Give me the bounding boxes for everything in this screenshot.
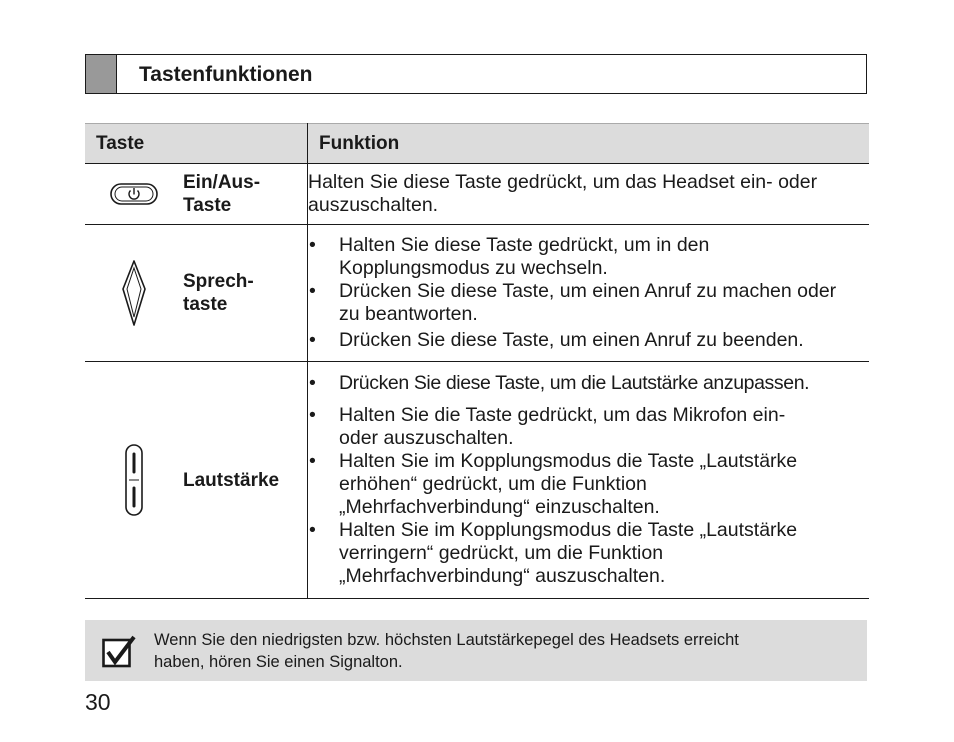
checkmark-icon [102,635,136,674]
header-key: Taste [85,124,308,164]
key-function-table [85,123,869,599]
table-row [85,164,869,225]
list-item: • Drücken Sie diese Taste, um einen Anruf zu beenden. [308,329,869,352]
section-marker [86,55,117,93]
section-header [85,54,867,94]
key-label: Lautstärke [183,469,280,491]
page-number: 30 [85,689,111,715]
key-label: Sprech- taste [183,271,254,315]
power-button-icon [85,183,183,205]
table-row [85,362,869,599]
list-item: • Halten Sie im Kopplungsmodus die Taste „Lautstärke erhöhen“ gedrückt, um die Funktion „Mehrfachverbindung“ einzuschalten. [308,450,799,519]
table-row [85,225,869,362]
list-item: • Halten Sie die Taste gedrückt, um das Mikrofon ein- oder auszuschalten. [308,404,799,450]
list-item: • Halten Sie diese Taste gedrückt, um in den Kopplungsmodus zu wechseln. [308,234,759,280]
function-list [308,372,869,588]
section-title: Tastenfunktionen [139,63,313,86]
list-item: • Drücken Sie diese Taste, um einen Anruf zu machen oder zu beantworten. [308,280,849,326]
note-box [85,620,867,681]
function-text: Halten Sie diese Taste gedrückt, um das Headset ein- oder auszuschalten. [308,171,818,216]
table-header-row [85,124,869,164]
list-item: • Halten Sie im Kopplungsmodus die Taste „Lautstärke verringern“ gedrückt, um die Funktion „Mehrfachverbindung“ auszuschalten. [308,519,819,588]
function-cell [308,362,870,599]
list-item: • Drücken Sie diese Taste, um die Lautstärke anzupassen. [308,372,869,395]
header-function: Funktion [308,124,870,164]
function-list [308,234,869,352]
key-cell [85,225,308,362]
function-cell [308,164,870,225]
note-text: Wenn Sie den niedrigsten bzw. höchsten Lautstärkepegel des Headsets erreicht haben, hören Sie einen Signalton. [154,631,739,671]
key-label: Ein/Aus- Taste [183,172,261,216]
key-cell [85,164,308,225]
function-cell [308,225,870,362]
volume-button-icon [85,444,183,516]
key-cell [85,362,308,599]
talk-button-icon [85,259,183,327]
